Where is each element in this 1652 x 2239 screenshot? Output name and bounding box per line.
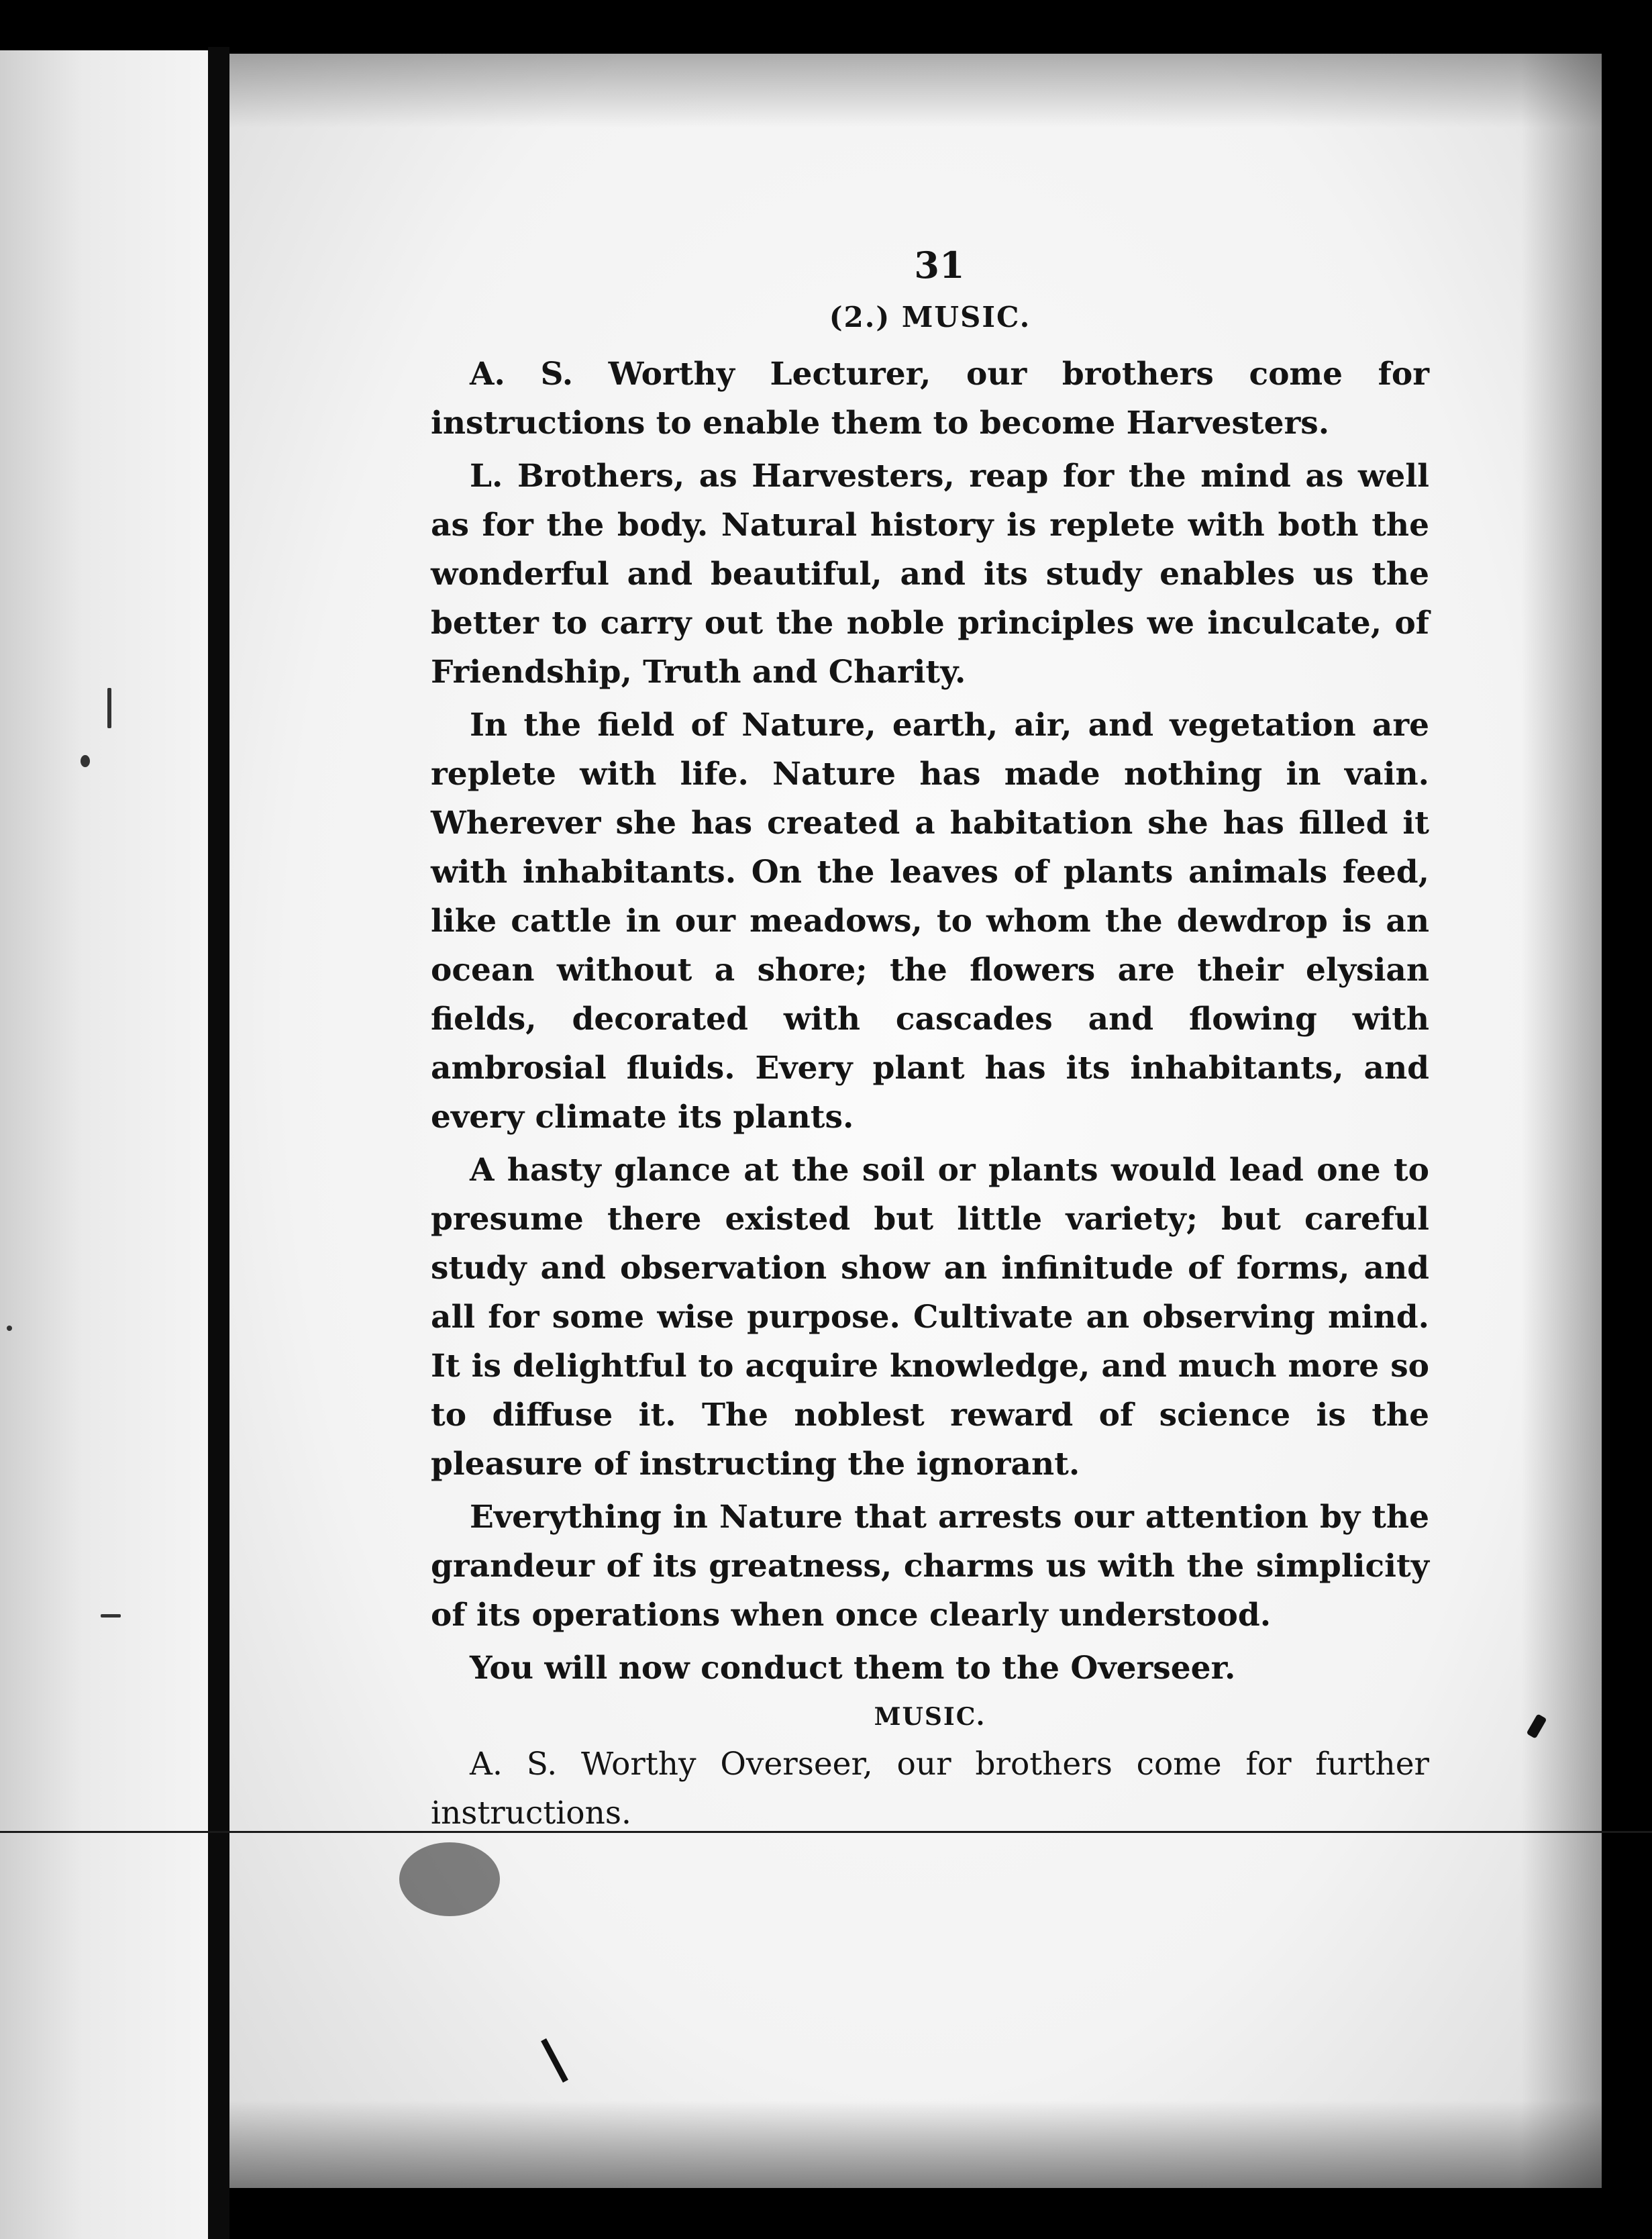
ink-blot [399, 1842, 500, 1916]
page-shadow-top [229, 54, 1602, 128]
section-heading: MUSIC. [874, 1703, 986, 1731]
section-heading: (2.) MUSIC. [829, 301, 1031, 334]
paragraph: A hasty glance at the soil or plants would lead one to presume there existed but little variety; but careful study and observation show an infinitude of forms, and all for some wise purpose. Cultivate an observing mind. It is delightful to acquire knowledge, and much more so to diffuse it. The noblest reward of science is the pleasure of instructing the ignorant. [431, 1152, 1429, 1483]
ink-speck [7, 1326, 12, 1331]
ink-speck [101, 1614, 121, 1618]
facing-page-edge [0, 50, 208, 2239]
paragraph: A. S. Worthy Lecturer, our brothers come for instructions to enable them to become Harvesters. [431, 356, 1429, 442]
page-number: 31 [914, 244, 965, 287]
ink-speck [81, 755, 90, 767]
paragraph: A. S. Worthy Overseer, our brothers come for further instructions. [431, 1746, 1429, 1832]
paragraph: In the field of Nature, earth, air, and vegetation are replete with life. Nature has made nothing in vain. Wherever she has created a habitation she has filled it with inhabitants. On the leaves of plants animals feed, like cattle in our meadows, to whom the dewdrop is an ocean without a shore; the flowers are their elysian fields, decorated with cascades and flowing with ambrosial fluids. Every plant has its inhabitants, and every climate its plants. [431, 707, 1429, 1136]
ink-speck [107, 688, 111, 728]
page-shadow-right [1521, 54, 1602, 2188]
paragraph: L. Brothers, as Harvesters, reap for the mind as well as for the body. Natural history is replete with both the wonderful and beautiful, and its study enables us the better to carry out the noble principles we inculcate, of Friendship, Truth and Charity. [431, 458, 1429, 691]
paragraph: Everything in Nature that arrests our attention by the grandeur of its greatness, charms us with the simplicity of its operations when once clearly understood. [431, 1499, 1429, 1634]
page-text [431, 238, 1429, 1842]
paragraph: You will now conduct them to the Overseer. [470, 1650, 1236, 1687]
page-shadow-bottom [229, 2101, 1602, 2188]
binding-gutter [208, 47, 229, 2239]
